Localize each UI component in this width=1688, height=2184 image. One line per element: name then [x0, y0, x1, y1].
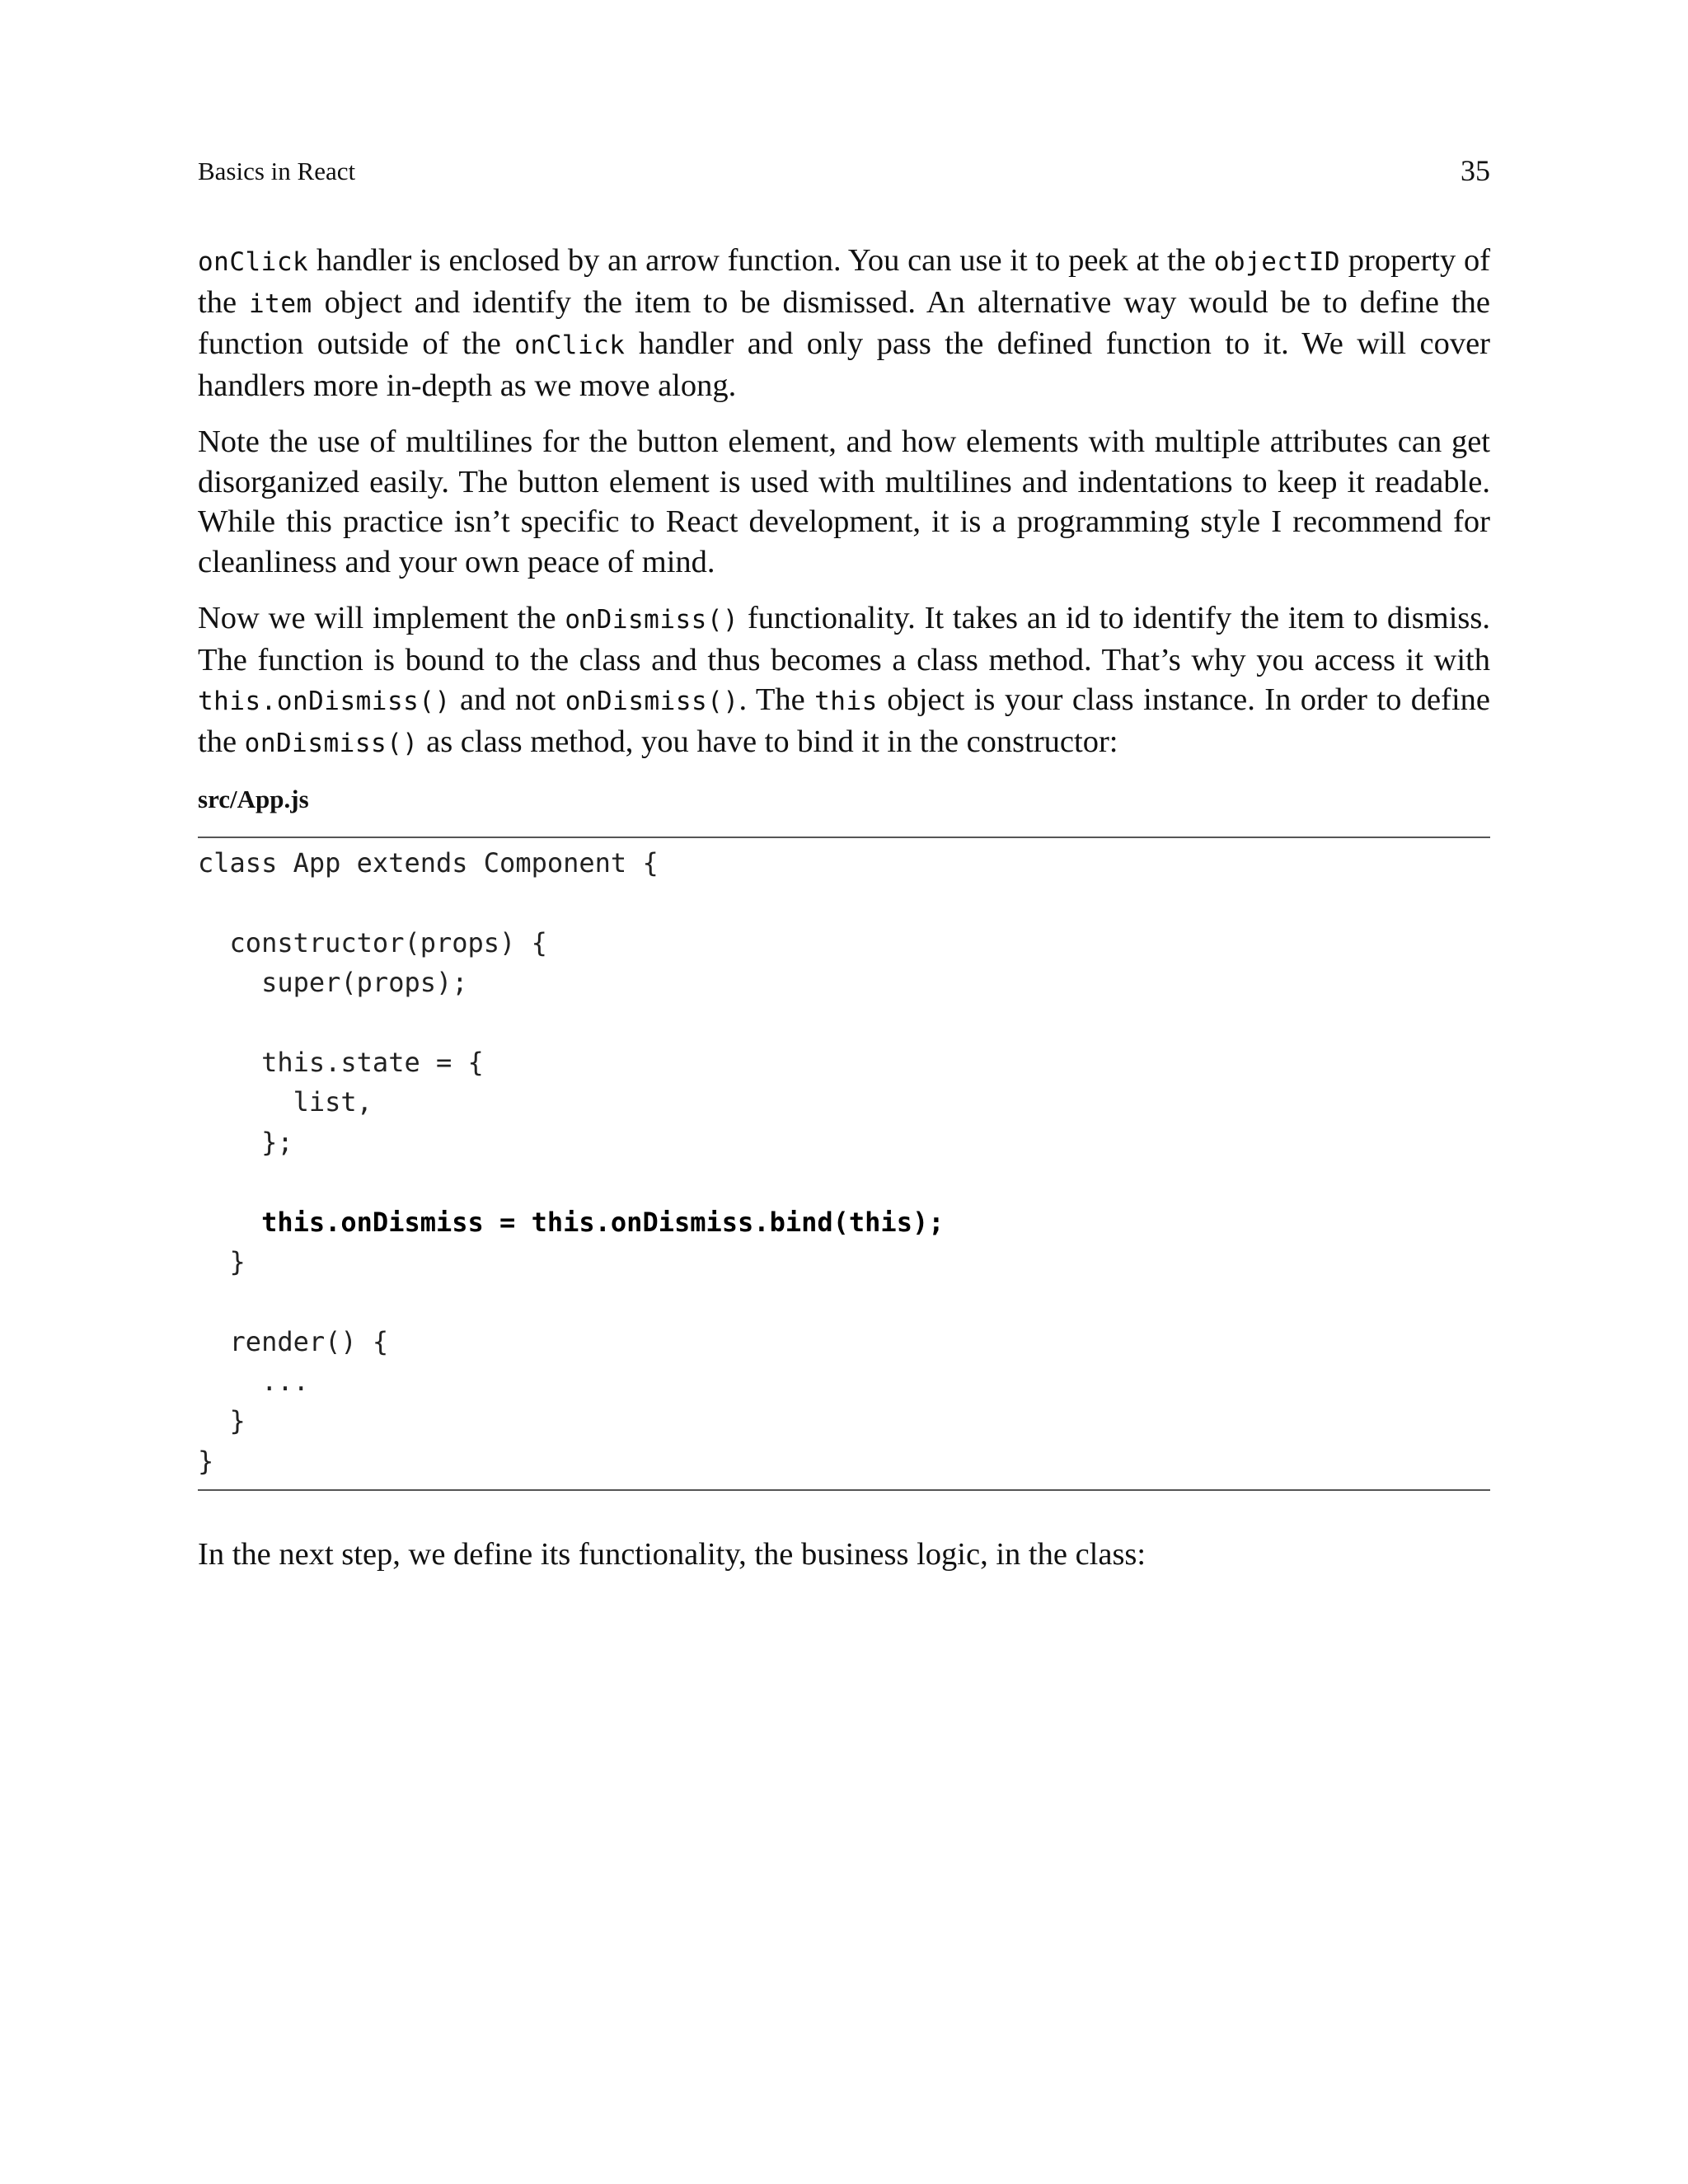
inline-code: item: [249, 288, 312, 319]
code-line: [198, 883, 1490, 922]
paragraph-text: handler is enclosed by an arrow function. You can use it to peek at the: [308, 243, 1214, 278]
inline-code: onDismiss(): [565, 605, 739, 635]
paragraph-text: object is your class instance. In order to define the: [198, 682, 1490, 759]
code-line: [198, 1003, 1490, 1043]
code-line-highlighted: this.onDismiss = this.onDismiss.bind(this);: [198, 1206, 945, 1238]
code-listing: [198, 837, 1490, 1491]
inline-code: onDismiss(): [244, 728, 419, 758]
inline-code: onDismiss(): [565, 687, 739, 716]
code-line: this.state = {: [198, 1046, 484, 1078]
paragraph: [198, 598, 1490, 763]
paragraph: [198, 422, 1490, 582]
paragraph-text: as class method, you have to bind it in the constructor:: [418, 724, 1118, 759]
code-line: }: [198, 1245, 246, 1277]
paragraph-text: and not: [450, 682, 565, 717]
paragraph: [198, 241, 1490, 405]
code-line: ...: [198, 1366, 309, 1398]
code-line: class App extends Component {: [198, 847, 659, 879]
inline-code: this: [814, 687, 878, 716]
code-line: };: [198, 1126, 293, 1158]
code-content: [198, 843, 1490, 1481]
code-line: }: [198, 1405, 246, 1437]
chapter-title: Basics in React: [198, 157, 356, 185]
code-line: render() {: [198, 1325, 389, 1357]
code-line: [198, 1162, 1490, 1202]
code-listing-label: src/App.js: [198, 785, 309, 813]
code-line: list,: [198, 1086, 373, 1118]
paragraph-text: handler and only pass the defined function to it. We will cover handlers more in-depth as we move along.: [198, 326, 1490, 403]
inline-code: onClick: [198, 247, 309, 277]
closing-paragraph: In the next step, we define its functionality, the business logic, in the class:: [198, 1537, 1146, 1572]
paragraph-text: . The: [738, 682, 815, 717]
code-line: }: [198, 1445, 214, 1477]
running-head: [198, 154, 1490, 193]
code-line: [198, 1282, 1490, 1321]
page-number: 35: [1461, 154, 1490, 187]
paragraph-text: property of the: [198, 243, 1491, 320]
paragraph-text: Note the use of multilines for the button element, and how elements with multiple attributes can get disorganized easily. The button element is used with multilines and indentations to keep it readable. While this practice isn’t specific to React development, it is a programming style I recommend for cleanliness and your own peace of mind.: [198, 424, 1490, 579]
paragraph-text: object and identify the item to be dismissed. An alternative way would be to define the function outside of the: [198, 284, 1490, 361]
inline-code: objectID: [1213, 247, 1341, 277]
paragraph-text: functionality. It takes an id to identify the item to dismiss. The function is bound to the class and thus becomes a class method. That’s why you access it with: [198, 601, 1490, 677]
body-text: [198, 241, 1490, 780]
paragraph-text: Now we will implement the: [198, 601, 565, 635]
code-line: constructor(props) {: [198, 926, 547, 958]
code-line: super(props);: [198, 967, 468, 999]
inline-code: this.onDismiss(): [198, 687, 451, 716]
inline-code: onClick: [514, 330, 626, 360]
